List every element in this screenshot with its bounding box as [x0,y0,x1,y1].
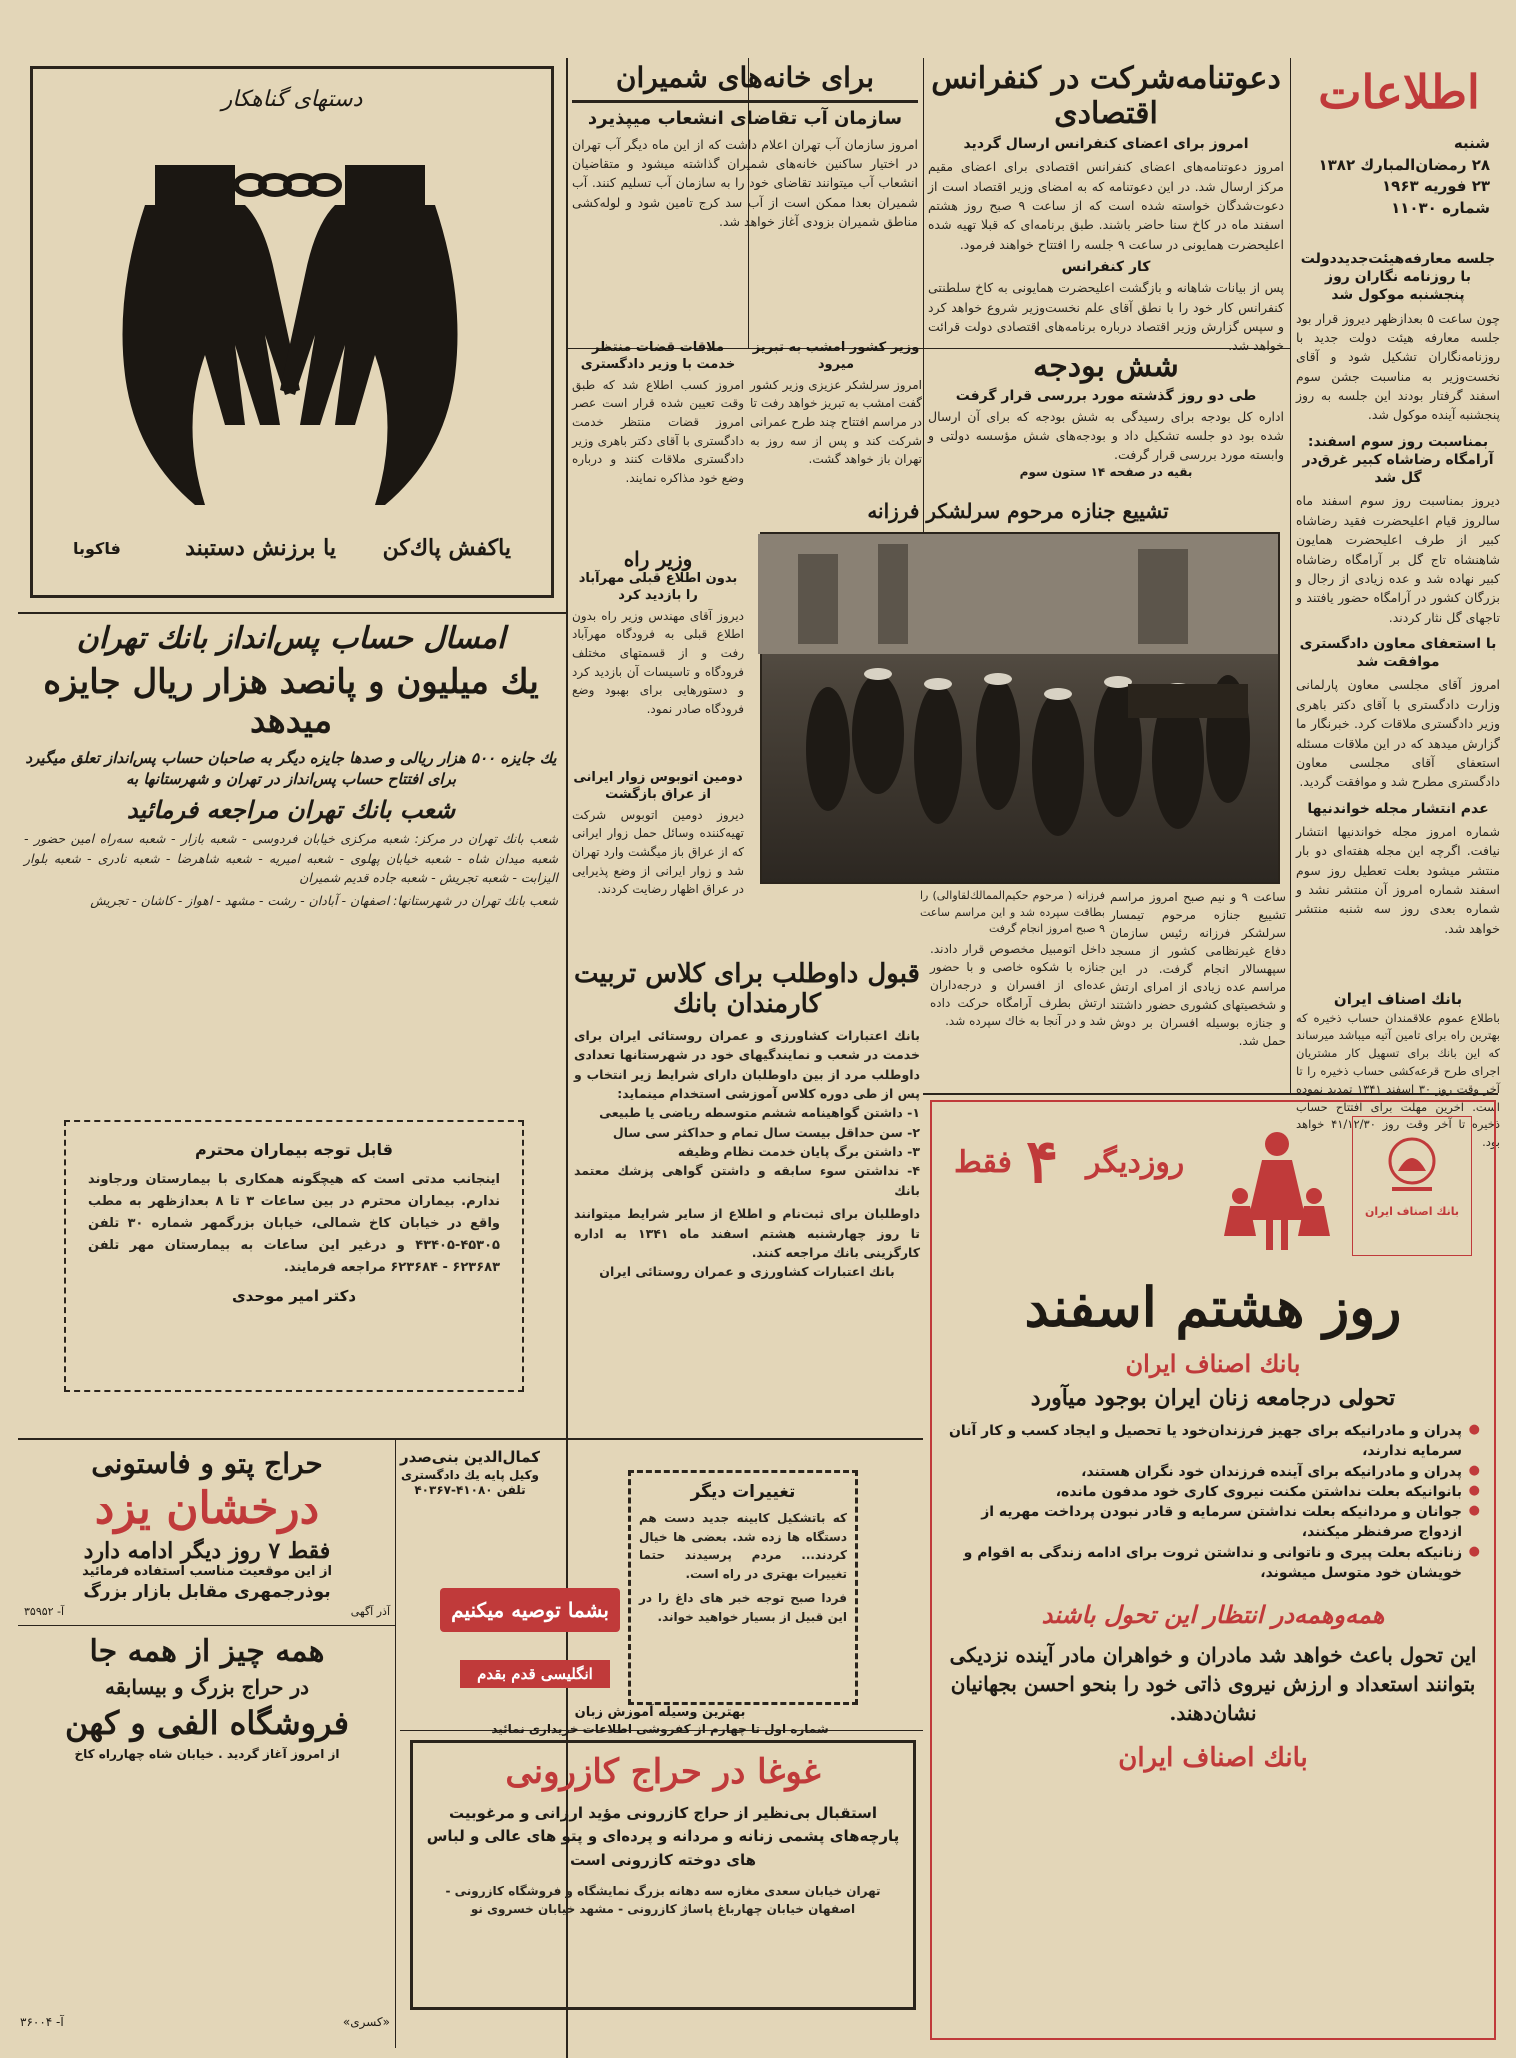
article-text: دیروز دومین اتوبوس شركت تهیه‌كننده وسائل حمل زوار ایرانی كه از عراق باز میگشت وارد تهران شد و زوار ایرانی از وضع پذیرایی در عراق اظهار رضایت كردند. [572,807,744,897]
city-branch-list: شعب بانك تهران در شهرستانها: اصفهان - آبادان - رشت - مشهد - اهواز - كاشان - تجریش [90,893,558,909]
subheadline: سازمان آب تقاضای انشعاب میپذیرد [572,100,918,130]
rule [1290,58,1291,1093]
headline: دعوتنامه‌شركت در كنفرانس اقتصادی [931,61,1281,131]
ad-headline: یك میلیون و پانصد هزار ریال جایزه میدهد [43,661,539,741]
masthead [1296,62,1502,244]
issue-day: شنبه [1453,133,1490,152]
issue-date-gregorian: ۲۳ فوریه ۱۹۶۳ [1382,177,1490,196]
funeral-article-2 [930,940,1106,1090]
branch-list: شعب بانك تهران در مركز: شعبه مركزی خیابان فردوسی - شعبه بازار - شعبه سه‌راه امین حضور - شعبه میدان شاه - شعبه خیابان پهلوی - شعبه امیریه - شعبه شاهرضا - شعبه نادری - شعبه بلوار الیزابت - شعبه تجریش - شعبه جاده قدیم شمیران [24,831,558,886]
ad-text: این تحول باعث خواهد شد مادران و خواهران مادر آینده نزدیكی بتوانند استعداد و ارزش نیروی ذاتی خود را بنحو احسن بجهانیان نشان‌دهند. [949,1642,1477,1725]
shemiran-water-article [572,62,918,342]
issue-number: شماره ۱۱۰۳۰ [1391,199,1490,218]
bank-name: بانك اصناف ایران [1125,1349,1301,1379]
pilgrims-bus-article [572,770,744,950]
ad-text: در حراج بزرگ و بیسابقه [104,1674,310,1699]
funeral-article-1 [1110,888,1286,1088]
rule [18,612,566,614]
lion-sun-emblem-icon [1382,1131,1442,1201]
ad-text: شماره اول تا چهارم از كفروشی اطلاعات خریداری نمائید [491,1722,829,1736]
list-item: ● بانوانیكه بعلت نداشتن مكنت نیروی كاری خود مدفون مانده، [946,1482,1480,1502]
doctor-name: دكتر امیر موحدی [231,1287,357,1306]
article-text: امروز سازمان آب تهران اعلام داشت كه از این ماه دیگر آب تهران در اختیار ساكنین خانه‌های شمیران گذاشته میشود و متقاضیان انشعاب آب میتوانند تقاضای خود را به سازمان آب تسلیم كنند. آب شمیران بعدا ممكن است از آب سد كرج تامین شود و لوله‌كشی مناطق شمیران بزودی آغاز خواهد شد. [572,136,918,230]
roads-minister-article [572,548,744,768]
headline: ملاقات قضات منتظر خدمت با وزیر دادگستری [580,340,736,372]
subheadline: طی دو روز گذشته مورد بررسی قرار گرفت [955,387,1257,404]
lawyer-phone: تلفن ۴۱۰۸۰-۴۰۳۶۷ [414,1483,526,1498]
ad-text: از این موقعیت مناسب استفاده فرمائید [82,1564,332,1580]
ad-text: فقط ۷ روز دیگر ادامه دارد [83,1537,331,1564]
recommend-banner: بشما توصیه میكنیم [440,1588,620,1632]
issue-date-hijri: ۲۸ رمضان‌المبارك ۱۳۸۲ [1318,155,1490,174]
ad-address: از امروز آغاز گردید . خیابان شاه چهارراه كاخ [74,1747,340,1762]
headline: بانك اصناف ایران [1333,990,1463,1008]
bank-logo [1352,1116,1472,1256]
subheadline: امروز برای اعضای كنفرانس ارسال گردید [963,136,1249,152]
headline: بمناسبت روز سوم اسفند: آرامگاه رضاشاه كبیر غرق‌در گل شد [1302,433,1494,487]
list-item: ● زنانیكه بعلت پیری و ناتوانی و نداشتن ثروت برای ادامه زندگی به اقوام و خویشان خود متوسل میشوند، [946,1543,1480,1584]
ad-headline: حراج پتو و فاستونی [91,1447,323,1480]
ad-text: فردا صبح توجه خبر های داغ را در این قبیل از بسیار خواهید خواند. [639,1591,847,1625]
ad-address: تهران خیابان سعدی مغازه سه دهانه بزرگ نمایشگاه و فروشگاه كازرونی - اصفهان خیابان چهارباغ پاساژ كازرونی - مشهد خیابان خسروی نو [445,1883,881,1917]
ad-text: اینجانب مدتی است كه هیچگونه همكاری با بیمارستان ورجاوند ندارم. بیماران محترم در بین ساعات ۳ تا ۸ بعدازظهر به مطب واقع در خیابان كاخ شمالی، خیابان بزرگمهر شماره ۳۰ تلفن ۴۵۳۰۵-۴۳۴۰۵ و درغیر این ساعات به بیمارستان مهر تلفن ۶۲۳۶۸۳ - ۶۲۳۶۸۴ مراجعه فرمایند. [88,1171,500,1276]
ad-text: یك جایزه ۵۰۰ هزار ریالی و صدها جایزه دیگر به صاحبان حساب پس‌انداز تعلق میگیرد [25,748,557,767]
ad-headline: غوغا در حراج كازرونی [505,1752,821,1792]
ad-text: كه باتشكیل كابینه جدید دست هم دستگاه ها زده شد. بعضی ها خیال كردند... مردم پرسیدند حتما تغییرات بهتری در راه است. [639,1511,847,1581]
lawyer-ad [400,1448,540,1528]
requirement: ۱- داشتن گواهینامه ششم متوسطه ریاضی یا طبیعی [599,1105,920,1121]
changes-ad [628,1470,858,1705]
bank-training-class-article [574,960,920,1432]
article-text: باطلاع عموم علاقمندان حساب ذخیره كه بهترین راه برای تامین آتیه میباشد میرساند كه این بانك برای تسهیل كار مشتریان اجرای طرح قرعه‌كشی حساب ذخیره را تا آخر وقت روز ۳۰ اسفند ۱۳۴۱ تمدید نموده است. آخرین مهلت برای افتتاح حساب ذخیره تا آخر وقت روز ۴۱/۱۲/۳۰ خواهد بود. [1296,1010,1501,1150]
article-text: ساعت ۹ و نیم صبح امروز مراسم تشییع جنازه مرحوم تیمسار سرلشكر فرزانه رئیس سازمان دفاع غیرنظامی كشور از مسجد سپهسالار انجام گرفت. در این مراسم عده زیادی از امرای ارتش و شخصیتهای كشوری حضور داشتند و جنازه بوسیله افسران بر دوش حمل شد. [1110,890,1286,1048]
handcuffs-ad [30,66,554,598]
article-text: داوطلبان برای ثبت‌نام و اطلاع از سایر شرایط میتوانند تا روز چهارشنبه هشتم اسفند ماه ۱۳۴۱ به اداره كارگزینی بانك مراجعه كنند. [574,1206,920,1260]
continued-note: بقیه در صفحه ۱۴ ستون سوم [1019,464,1193,479]
patients-notice-ad [64,1120,524,1392]
ad-slogan: تحولی درجامعه زنان ایران بوجود میآورد [1030,1384,1396,1411]
article-text: چون ساعت ۵ بعدازظهر دیروز قرار بود جلسه معارفه هیئت دولت جدید با روزنامه‌نگاران تشكیل شود و آقای نخست‌وزیر به مناسبت جشن سوم اسفند گرفتار بودند این جلسه به روز پنجشنبه آینده موكول شد. [1296,310,1500,423]
list-item: ● جوانان و مردانیكه بعلت نداشتن سرمایه و قادر نبودن پرداخت مهریه از ازدواج صرفنظر میكنند، [946,1502,1480,1543]
article-text: پس از بیانات شاهانه و بازگشت اعلیحضرت همایونی به كاخ سلطنتی كنفرانس كار خود را با نطق آقای علم نخست‌وزیر شروع خواهد كرد و سپس گزارش وزیر اقتصاد درباره برنامه‌های اقتصادی دولت قرائت خواهد شد. [928,280,1284,354]
article-text: امروز آقای مجلسی معاون پارلمانی وزارت دادگستری با آقای دكتر باهری وزیر دادگستری ملاقات كرد. خبرنگار ما گزارش میدهد كه در این ملاقات مسئله استعفای آقای مجلسی معاون دادگستری مطرح شد و موافقت گردید. [1296,677,1500,790]
english-step-by-step-banner: انگلیسی قدم بقدم [460,1660,610,1688]
article-text: امروز كسب اطلاع شد كه طبق وقت تعیین شده قرار است عصر امروز قضات منتظر خدمت دادگستری با آقای دكتر باهری وزیر دادگستری ملاقات كنند و درباره وضع خود مذاكره نمایند. [572,377,744,485]
lawyer-name: كمال‌الدین بنی‌صدر [400,1448,540,1466]
logo-text: بانك اصناف ایران [1365,1205,1459,1218]
signature: بانك اعتبارات كشاورزی و عمران روستائی ایران [599,1264,895,1280]
judges-meeting-article [572,340,744,540]
list-item: ● پدران و مادرانیكه برای جهیز فرزندان‌خود یا تحصیل و ایجاد كسب و كار آنان سرمایه ندارند، [946,1421,1480,1462]
ad-brand: درخشان یزد [94,1483,320,1535]
bank-asnaf-announcement [1296,990,1501,1150]
ad-agency: آذر آگهی [350,1605,390,1619]
ad-call-to-action: شعب بانك تهران مراجعه فرمائید [126,794,456,824]
ad-address: بوذرجمهری مقابل بازار بزرگ [83,1581,331,1602]
article-text: امروز سرلشكر عزیزی وزیر كشور گفت امشب به تبریز خواهد رفت تا در مراسم افتتاح چند طرح عمرانی شركت كند و پس از سه روز به تهران باز خواهد گشت. [750,377,922,467]
rule [18,1438,923,1440]
ad-text: استقبال بی‌نظیر از حراج كازرونی مؤید ارزانی و مرغوبیت پارچه‌های پشمی زنانه و مردانه و پرده‌ای و پتو های عالی و لباس های دوخته كازرونی است [426,1804,900,1869]
derakhshan-yazd-ad [24,1448,390,1618]
alfi-kohan-store-ad [24,1635,390,1795]
rule [18,1625,395,1626]
ad-headline: امسال حساب پس‌انداز بانك تهران [76,621,506,656]
ad-suffix: روزدیگر [1086,1145,1185,1180]
ad-tagline: همه‌وهمه‌در انتظار این تحول باشند [1041,1600,1385,1630]
rule [395,1438,396,2048]
budget-article [928,350,1284,490]
ad-footer-codes [20,2015,390,2029]
headline: وزیر كشور امشب به تبریز میرود [752,340,920,372]
ad-agency: «كسری» [342,2015,390,2029]
subheadline: بدون اطلاع قبلی مهرآباد را بازدید كرد [578,571,738,603]
list-item: ● پدران و مادرانیكه برای آینده فرزندان خود نگران هستند، [946,1462,1480,1482]
mother-children-icon [1222,1126,1332,1256]
headline: با استعفای معاون دادگستری موافقت شد [1299,636,1497,671]
ad-slogan: یا برزنش دستبند [185,535,336,561]
requirement: ۴- نداشتن سوء سابقه و داشتن گواهی پزشك معتمد بانك [574,1163,920,1198]
benefits-list [946,1421,1480,1583]
handcuffed-hands-icon [85,125,505,525]
requirement: ۲- سن حداقل بیست سال تمام و حداكثر سی سال [612,1124,920,1140]
ad-text: برای افتتاح حساب پس‌انداز در تهران و شهرستانها به [125,770,457,789]
article-text: امروز دعوتنامه‌های اعضای كنفرانس اقتصادی برای اعضای مقیم مركز ارسال شد. در این دعوتنامه كه به امضای وزیر اقتصاد است از دعوت‌شدگان خواسته شده است كه از ساعت ۹ صبح روز هشتم اسفند ماه در كاخ سنا حاضر باشند. طبق برنامه‌ای كه قبلا تهیه شده اعلیحضرت همایونی در ساعت ۹ جلسه را افتتاح خواهند فرمود. [928,159,1285,252]
right-column [1296,250,1500,990]
ad-slogan: یاكفش پاك‌كن [382,535,511,561]
ad-code: آ- ۳۶۰۰۴ [20,2015,64,2029]
funeral-headline: تشییع جنازه مرحوم سرلشكر فرزانه [867,499,1169,523]
headline: كار كنفرانس [1061,259,1151,276]
ad-prefix: فقط [954,1145,1012,1180]
bank-asnaf-women-ad [930,1100,1496,2040]
funeral-photo [760,532,1280,884]
ad-footer: بانك اصناف ایران [1118,1742,1308,1773]
brand-name: فاكوبا [73,539,121,558]
economic-conference-article [928,61,1285,354]
photo-caption: فرزانه ( مرحوم حكیم‌الممالك‌لقاوالی) را بطاقت سپرده شد و این مراسم ساعت ۹ صبح امروز انجام گرفت [920,889,1105,935]
headline: قبول داوطلب برای كلاس تربیت كارمندان بانك [574,959,920,1019]
ad-headline: همه چیز از همه جا [89,1634,325,1669]
ad-code: آ- ۳۵۹۵۲ [24,1605,65,1619]
days-count: ۴ [1026,1127,1059,1197]
bank-tehran-savings-ad [24,622,558,982]
headline: برای خانه‌های شمیران [615,61,875,94]
headline: جلسه معارفه‌هیئت‌جدیددولت با روزنامه نگاران روز پنجشنبه موكول شد [1300,251,1496,304]
ad-title: قابل توجه بیماران محترم [194,1140,394,1159]
headline: دومین اتوبوس زوار ایرانی از عراق بازگشت [573,770,743,802]
article-text: دیروز بمناسبت روز سوم اسفند ماه سالروز قیام اعلیحضرت فقید رضاشاه كبیر از طرف اعلیحضرت همایون شاهنشاه تاج گل بر آرامگاه رضاشاه كبیر نهاده شد و عده زیادی از رجال و بزرگان كشور در آرامگاه حضور یافتند و تاجهای گل نثار كردند. [1296,493,1500,625]
requirement: ۳- داشتن برگ پایان خدمت نظام وظیفه [677,1144,920,1160]
article-text: اداره كل بودجه برای رسیدگی به شش بودجه كه برای آن ارسال شده بود دو جلسه تشكیل داد و بودجه‌های شش مؤسسه دولتی و وابسته مورد بررسی قرار گرفت. [928,408,1284,463]
headline: وزیر راه [623,547,693,571]
store-name: فروشگاه الفی و كهن [64,1703,350,1742]
ad-title: دستهای گناهكار [221,87,363,112]
article-text: دیروز آقای مهندس وزیر راه بدون اطلاع قبلی به فرودگاه مهرآباد رفت و از قسمتهای مختلف فرودگاه و تاسیسات آن بازدید كرد و دستورهایی برای بهبود وضع فرودگاه صادر نمود. [572,608,744,716]
newspaper-title: اطلاعات [1318,65,1480,119]
article-text: بانك اعتبارات كشاورزی و عمران روستائی ایران برای خدمت در شعب و نمایندگیهای خود در شهرستانها تعدادی داوطلب مرد از بین داوطلبان دارای شرایط زیر انتخاب و پس از طی دوره كلاس آموزشی استخدام مینماید: [574,1027,920,1101]
ad-big-headline: روز هشتم اسفند [1024,1275,1402,1339]
headline: عدم انتشار مجله خواندنیها [1307,800,1489,817]
article-text: داخل اتومبیل مخصوص قرار دادند. جنازه با شكوه خاصی و با حضور عده‌ای از افسران و درجه‌داران ارتش بطرف آرامگاه حركت داده شد و در آنجا به خاك سپرده شد. [930,942,1106,1028]
kazerouni-sale-ad [410,1740,916,2010]
article-text: شماره امروز مجله خواندنیها انتشار نیافت. اگرچه این مجله هفته‌ای دو بار منتشر میشود بعلت تعطیل روز سوم اسفند شماره امروز آن منتشر نشد و شماره بعدی روز سه شنبه منتشر خواهد شد. [1296,823,1500,936]
headline: شش بودجه [1033,349,1179,384]
ad-title: تغییرات دیگر [690,1482,796,1502]
funeral-photo-image [758,534,1278,886]
ad-text: بهترین وسیله آموزش زبان [574,1705,746,1720]
lawyer-title: وكیل پایه یك دادگستری [400,1467,540,1482]
interior-minister-article [750,340,922,490]
